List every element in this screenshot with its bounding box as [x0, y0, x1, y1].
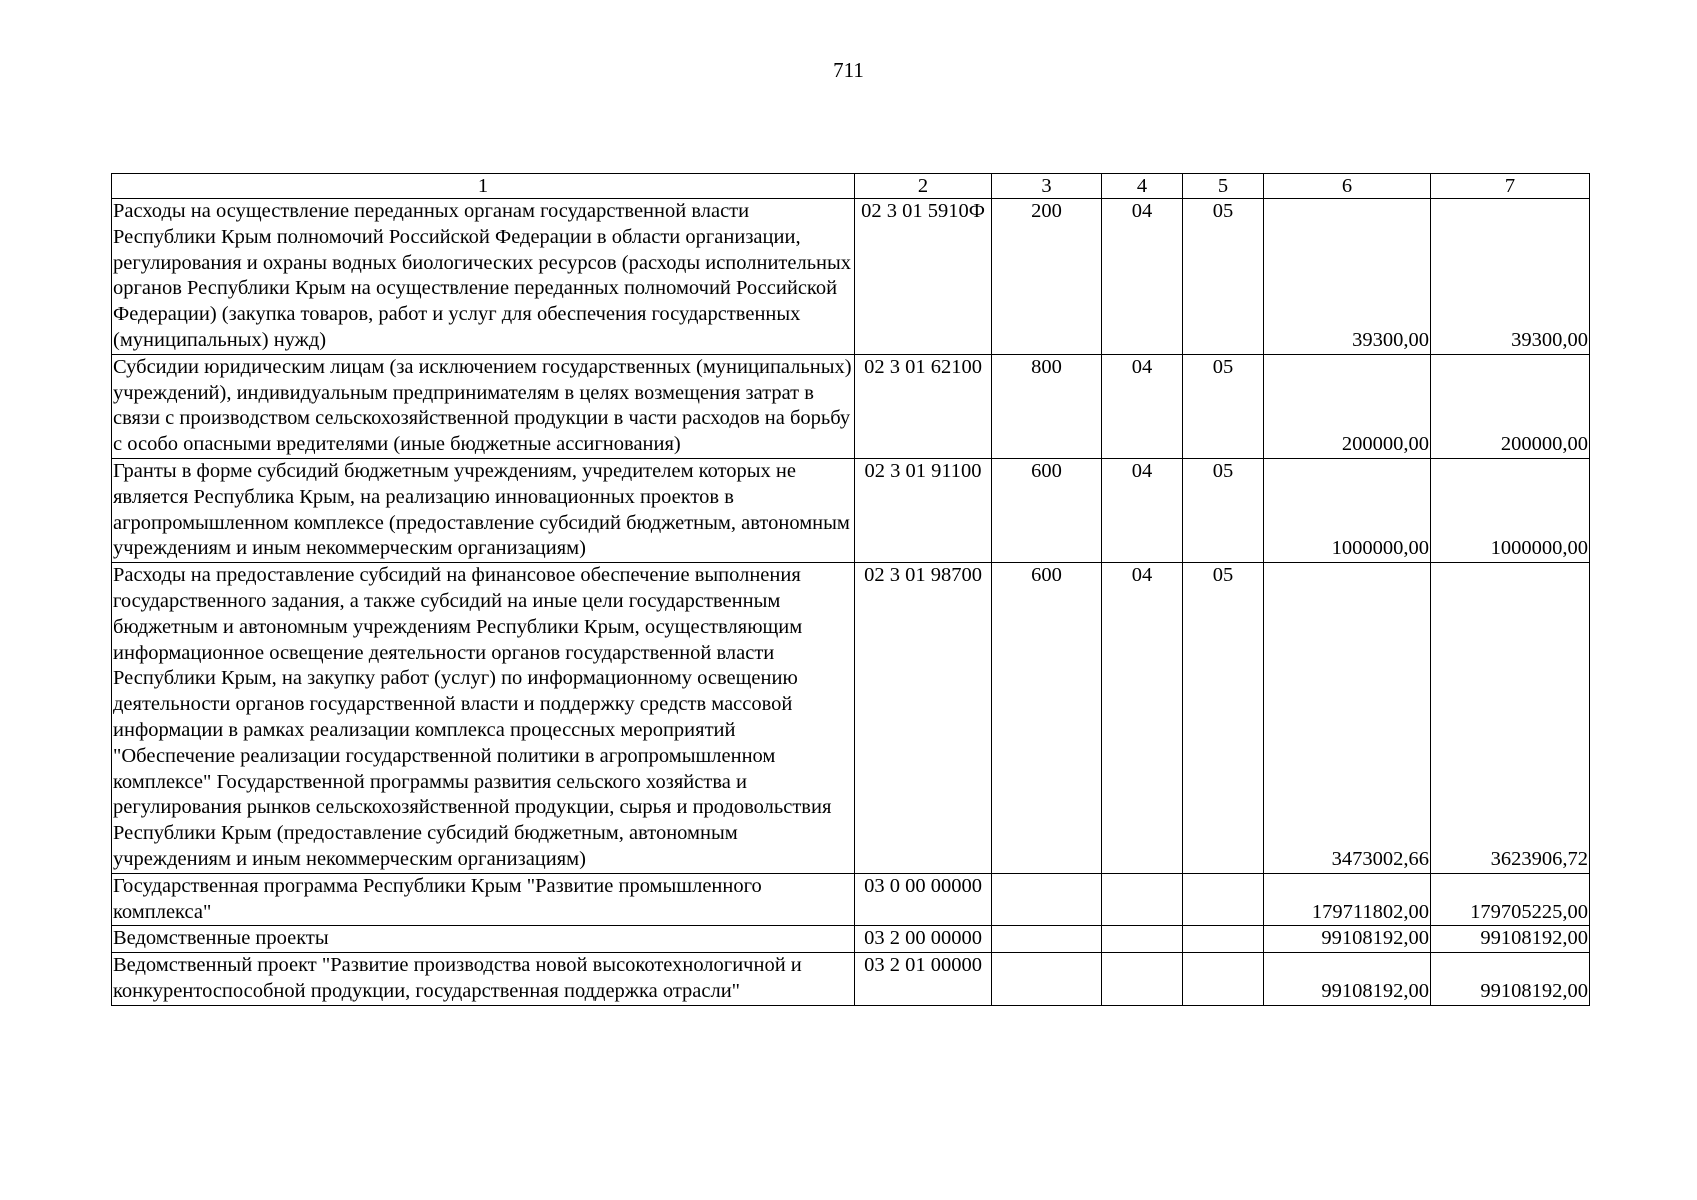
table-row [112, 873, 1590, 926]
table-row [112, 458, 1590, 562]
row-description: Расходы на предоставление субсидий на финансовое обеспечение выполнения государственного задания, а также субсидий на иные цели государственным бюджетным и автономным учреждениям Республики Крым, осуществляющим информационное освещение деятельности органов государственной власти Республики Крым, на закупку работ (услуг) по информационному освещению деятельности органов государственной власти и поддержку средств массовой информации в рамках реализации комплекса процессных мероприятий "Обеспечение реализации государственной политики в агропромышленном комплексе" Государственной программы развития сельского хозяйства и регулирования рынков сельскохозяйственной продукции, сырья и продовольствия Республики Крым (предоставление субсидий бюджетным, автономным учреждениям и иным некоммерческим организациям) [112, 563, 855, 874]
row-expense-type [992, 953, 1102, 1006]
row-amount-col6: 3473002,66 [1264, 563, 1431, 874]
table-row [112, 563, 1590, 874]
table-header-row [112, 174, 1590, 199]
row-description: Ведомственные проекты [112, 926, 855, 953]
column-header: 4 [1102, 174, 1183, 199]
row-amount-col7: 99108192,00 [1431, 926, 1590, 953]
row-section: 04 [1102, 458, 1183, 562]
row-amount-col6: 99108192,00 [1264, 926, 1431, 953]
row-amount-col6: 200000,00 [1264, 354, 1431, 458]
row-code: 03 2 00 00000 [855, 926, 992, 953]
row-code: 03 2 01 00000 [855, 953, 992, 1006]
budget-table [111, 173, 1590, 1006]
row-description: Расходы на осуществление переданных органам государственной власти Республики Крым полномочий Российской Федерации в области организации, регулирования и охраны водных биологических ресурсов (расходы исполнительных органов Республики Крым на осуществление переданных полномочий Российской Федерации) (закупка товаров, работ и услуг для обеспечения государственных (муниципальных) нужд) [112, 199, 855, 355]
page-number: 711 [833, 58, 864, 82]
row-code: 02 3 01 91100 [855, 458, 992, 562]
row-code: 02 3 01 5910Ф [855, 199, 992, 355]
row-code: 02 3 01 98700 [855, 563, 992, 874]
table-row [112, 926, 1590, 953]
row-expense-type: 600 [992, 458, 1102, 562]
row-expense-type [992, 873, 1102, 926]
column-header: 7 [1431, 174, 1590, 199]
row-subsection: 05 [1183, 199, 1264, 355]
column-header: 2 [855, 174, 992, 199]
row-description: Субсидии юридическим лицам (за исключением государственных (муниципальных) учреждений), индивидуальным предпринимателям в целях возмещения затрат в связи с производством сельскохозяйственной продукции в части расходов на борьбу с особо опасными вредителями (иные бюджетные ассигнования) [112, 354, 855, 458]
row-amount-col7: 39300,00 [1431, 199, 1590, 355]
row-section: 04 [1102, 199, 1183, 355]
row-expense-type: 800 [992, 354, 1102, 458]
row-amount-col6: 39300,00 [1264, 199, 1431, 355]
row-amount-col7: 1000000,00 [1431, 458, 1590, 562]
row-expense-type: 600 [992, 563, 1102, 874]
row-subsection: 05 [1183, 563, 1264, 874]
row-code: 03 0 00 00000 [855, 873, 992, 926]
row-section [1102, 926, 1183, 953]
row-amount-col6: 99108192,00 [1264, 953, 1431, 1006]
row-expense-type: 200 [992, 199, 1102, 355]
row-subsection [1183, 953, 1264, 1006]
row-subsection [1183, 926, 1264, 953]
column-header: 6 [1264, 174, 1431, 199]
row-amount-col6: 1000000,00 [1264, 458, 1431, 562]
column-header: 5 [1183, 174, 1264, 199]
row-section [1102, 873, 1183, 926]
row-section: 04 [1102, 354, 1183, 458]
row-amount-col7: 99108192,00 [1431, 953, 1590, 1006]
row-description: Ведомственный проект "Развитие производства новой высокотехнологичной и конкурентоспособной продукции, государственная поддержка отрасли" [112, 953, 855, 1006]
row-description: Государственная программа Республики Крым "Развитие промышленного комплекса" [112, 873, 855, 926]
row-amount-col7: 179705225,00 [1431, 873, 1590, 926]
table-row [112, 199, 1590, 355]
row-subsection: 05 [1183, 458, 1264, 562]
row-subsection [1183, 873, 1264, 926]
column-header: 3 [992, 174, 1102, 199]
row-description: Гранты в форме субсидий бюджетным учреждениям, учредителем которых не является Республика Крым, на реализацию инновационных проектов в агропромышленном комплексе (предоставление субсидий бюджетным, автономным учреждениям и иным некоммерческим организациям) [112, 458, 855, 562]
row-section [1102, 953, 1183, 1006]
row-code: 02 3 01 62100 [855, 354, 992, 458]
row-amount-col7: 3623906,72 [1431, 563, 1590, 874]
column-header: 1 [112, 174, 855, 199]
table-row [112, 354, 1590, 458]
row-amount-col7: 200000,00 [1431, 354, 1590, 458]
row-section: 04 [1102, 563, 1183, 874]
row-amount-col6: 179711802,00 [1264, 873, 1431, 926]
table-row [112, 953, 1590, 1006]
row-expense-type [992, 926, 1102, 953]
row-subsection: 05 [1183, 354, 1264, 458]
